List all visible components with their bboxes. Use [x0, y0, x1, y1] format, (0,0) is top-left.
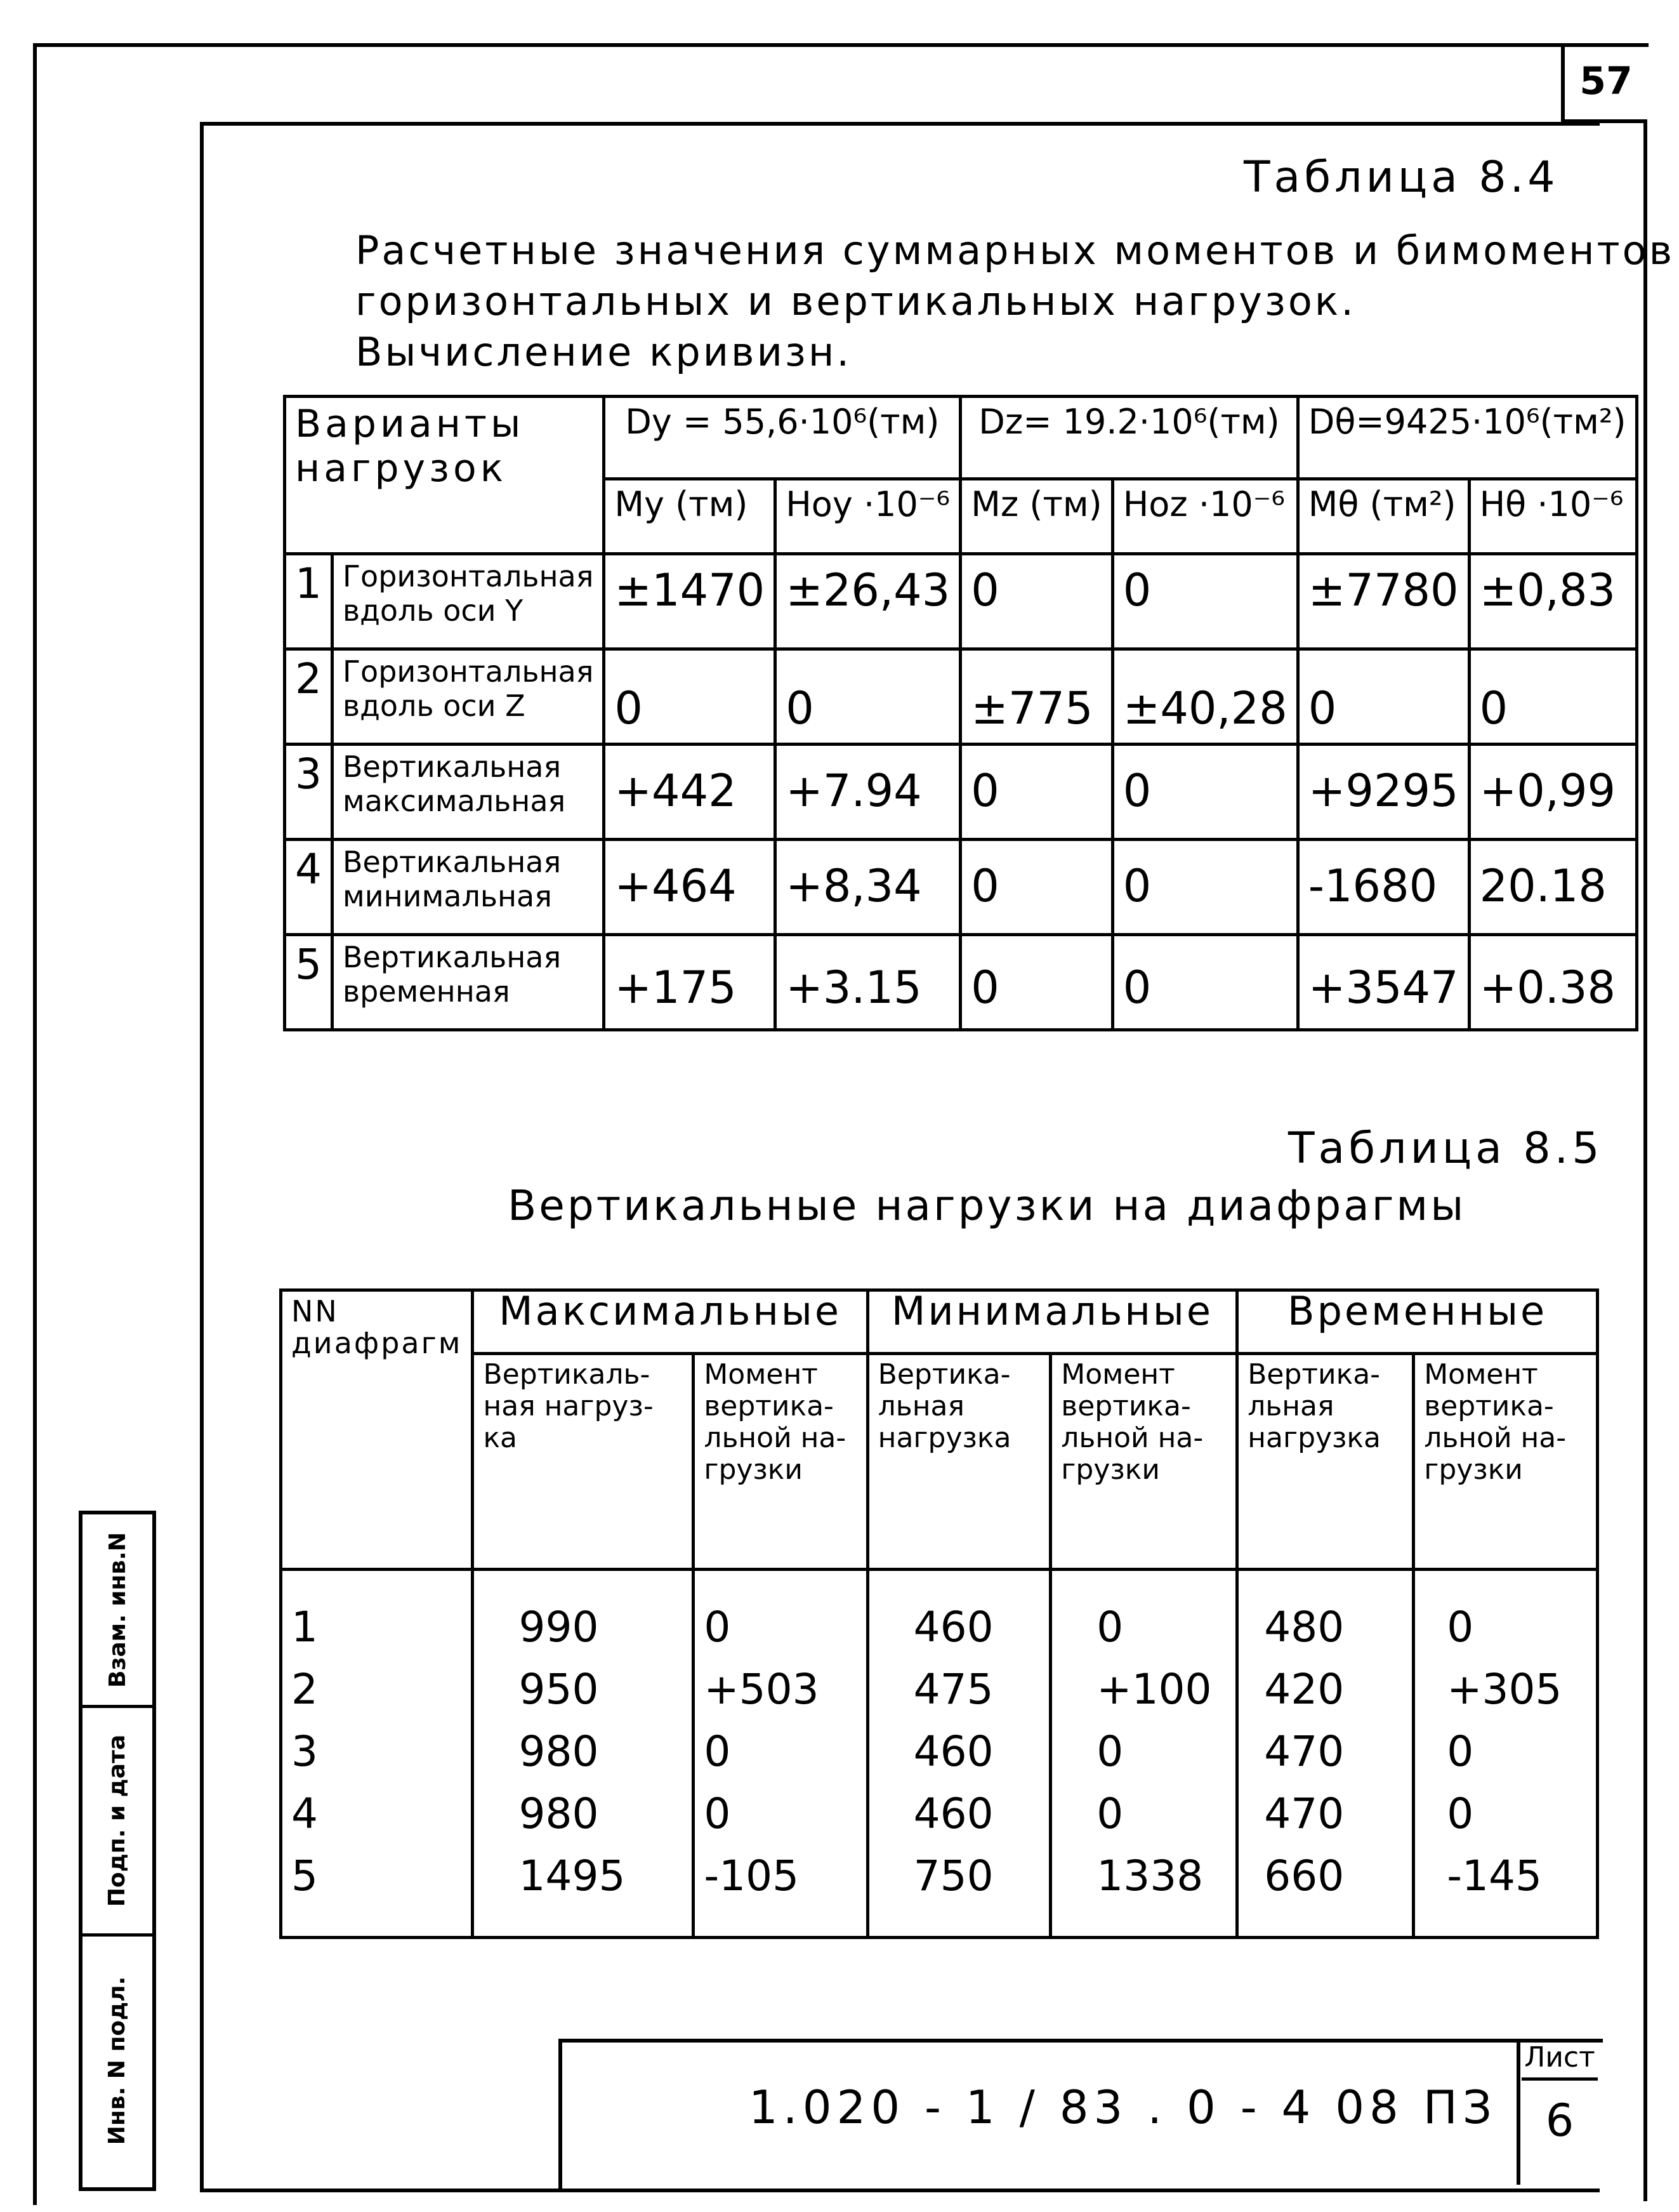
table-8-4-heading-line-2: горизонтальных и вертикальных нагрузок.: [355, 278, 1356, 324]
value-cell: 0: [1112, 745, 1298, 840]
subheader-min-load: Вертика-льная нагрузка: [867, 1354, 1051, 1570]
table-8-4-caption: Таблица 8.4: [1244, 152, 1559, 202]
subheader-mtheta: Mθ (тм²): [1298, 479, 1469, 554]
list-item: 0: [1096, 1603, 1124, 1652]
list-item: 0: [1096, 1789, 1124, 1838]
header-nn-diaphragms: NN диафрагм: [281, 1290, 473, 1570]
side-stamp-label: Инв. N подл.: [104, 1976, 131, 2145]
list-item: 470: [1264, 1727, 1345, 1776]
table-8-4: [283, 395, 1638, 1031]
value-cell: +7.94: [775, 745, 961, 840]
list-item: 0: [1096, 1727, 1124, 1776]
row-number: 5: [285, 935, 333, 1030]
list-item: 1495: [518, 1851, 626, 1900]
table-row: [285, 840, 1637, 935]
table-8-4-heading-line-3: Вычисление кривизн.: [355, 329, 852, 375]
side-stamp-inventory: [82, 1937, 152, 2184]
list-item: 4: [291, 1789, 318, 1838]
value-cell: ±40,28: [1112, 649, 1298, 745]
subheader-my: My (тм): [604, 479, 775, 554]
list-item: 0: [704, 1603, 731, 1652]
table-8-5-heading: Вертикальные нагрузки на диафрагмы: [508, 1181, 1466, 1230]
value-cell: 0: [1112, 935, 1298, 1030]
list-item: 5: [291, 1851, 318, 1900]
value-cell: 0: [961, 935, 1112, 1030]
table-row: [285, 554, 1637, 649]
value-cell: +3.15: [775, 935, 961, 1030]
value-cell: 0: [775, 649, 961, 745]
list-item: 1338: [1096, 1851, 1204, 1900]
subheader-tmp-moment: Момент вертика-льной на-грузки: [1414, 1354, 1598, 1570]
value-cell: 0: [1298, 649, 1469, 745]
value-cell: 0: [1469, 649, 1636, 745]
sheet-label: Лист: [1522, 2041, 1598, 2081]
table-row: [285, 745, 1637, 840]
list-item: 1: [291, 1603, 318, 1652]
list-item: 480: [1264, 1603, 1345, 1652]
row-description: Горизонтальная вдоль оси Z: [333, 649, 604, 745]
row-description: Горизонтальная вдоль оси Y: [333, 554, 604, 649]
header-dy: Dy = 55,6·10⁶(тм): [604, 397, 961, 479]
table-8-5: [279, 1288, 1599, 1939]
table-8-5-caption: Таблица 8.5: [1288, 1123, 1603, 1174]
value-cell: ±26,43: [775, 554, 961, 649]
row-description: Вертикальная максимальная: [333, 745, 604, 840]
value-cell: +8,34: [775, 840, 961, 935]
list-item: 470: [1264, 1789, 1345, 1838]
list-item: 990: [518, 1603, 599, 1652]
list-item: 2: [291, 1665, 318, 1714]
subheader-htheta: Hθ ·10⁻⁶: [1469, 479, 1636, 554]
subheader-hoy: Hoy ·10⁻⁶: [775, 479, 961, 554]
table-8-4-heading-line-1: Расчетные значения суммарных моментов и бимоментов: [355, 227, 1675, 274]
list-item: 0: [1447, 1727, 1474, 1776]
subheader-min-moment: Момент вертика-льной на-грузки: [1051, 1354, 1237, 1570]
list-item: +305: [1447, 1665, 1562, 1714]
value-cell: 0: [1112, 554, 1298, 649]
list-item: 0: [704, 1789, 731, 1838]
value-cell: +442: [604, 745, 775, 840]
value-cell: 0: [961, 554, 1112, 649]
value-cell: ±775: [961, 649, 1112, 745]
value-cell: ±1470: [604, 554, 775, 649]
list-item: 460: [913, 1789, 994, 1838]
row-description: Вертикальная минимальная: [333, 840, 604, 935]
list-item: 460: [913, 1603, 994, 1652]
table-row: [285, 649, 1637, 745]
value-cell: +3547: [1298, 935, 1469, 1030]
list-item: 420: [1264, 1665, 1345, 1714]
header-dtheta: Dθ=9425·10⁶(тм²): [1298, 397, 1636, 479]
header-minimum: Минимальные: [867, 1290, 1237, 1354]
value-cell: ±0,83: [1469, 554, 1636, 649]
subheader-tmp-load: Вертика-льная нагрузка: [1237, 1354, 1414, 1570]
list-item: 950: [518, 1665, 599, 1714]
max-load-column: [473, 1570, 694, 1938]
value-cell: +0,99: [1469, 745, 1636, 840]
row-number: 4: [285, 840, 333, 935]
subheader-mz: Mz (тм): [961, 479, 1112, 554]
side-stamp-replacement: [82, 1514, 152, 1708]
header-maximum: Максимальные: [473, 1290, 867, 1354]
value-cell: 0: [961, 745, 1112, 840]
list-item: 750: [913, 1851, 994, 1900]
list-item: 460: [913, 1727, 994, 1776]
list-item: 475: [913, 1665, 994, 1714]
table-row: [285, 935, 1637, 1030]
list-item: +503: [704, 1665, 819, 1714]
list-item: 660: [1264, 1851, 1345, 1900]
subheader-max-load: Вертикаль-ная нагруз-ка: [473, 1354, 694, 1570]
value-cell: 0: [1112, 840, 1298, 935]
list-item: 980: [518, 1789, 599, 1838]
side-stamp-signature: [82, 1708, 152, 1937]
sheet-number: 57: [1561, 43, 1647, 123]
header-temporary: Временные: [1237, 1290, 1598, 1354]
sheet-value: 6: [1545, 2095, 1574, 2147]
value-cell: 0: [961, 840, 1112, 935]
min-load-column: [867, 1570, 1051, 1938]
list-item: 0: [704, 1727, 731, 1776]
value-cell: +9295: [1298, 745, 1469, 840]
row-number: 3: [285, 745, 333, 840]
side-stamp-label: Подп. и дата: [104, 1734, 131, 1907]
right-border: [1643, 119, 1647, 2201]
min-moment-column: [1051, 1570, 1237, 1938]
value-cell: ±7780: [1298, 554, 1469, 649]
max-moment-column: [694, 1570, 867, 1938]
list-item: 0: [1447, 1603, 1474, 1652]
side-stamp: [79, 1511, 156, 2191]
list-item: 0: [1447, 1789, 1474, 1838]
row-number: 1: [285, 554, 333, 649]
document-code: 1.020 - 1 / 83 . 0 - 4 08 ПЗ: [749, 2081, 1498, 2134]
value-cell: +464: [604, 840, 775, 935]
value-cell: +175: [604, 935, 775, 1030]
subheader-max-moment: Момент вертика-льной на-грузки: [694, 1354, 867, 1570]
list-item: -105: [704, 1851, 800, 1900]
header-variants: Варианты нагрузок: [285, 397, 604, 554]
tmp-moment-column: [1414, 1570, 1598, 1938]
header-dz: Dz= 19.2·10⁶(тм): [961, 397, 1298, 479]
value-cell: +0.38: [1469, 935, 1636, 1030]
side-stamp-label: Взам. инв.N: [104, 1532, 131, 1688]
subheader-hoz: Hoz ·10⁻⁶: [1112, 479, 1298, 554]
list-item: -145: [1447, 1851, 1543, 1900]
list-item: +100: [1096, 1665, 1212, 1714]
value-cell: 20.18: [1469, 840, 1636, 935]
list-item: 3: [291, 1727, 318, 1776]
row-number: 2: [285, 649, 333, 745]
tmp-load-column: [1237, 1570, 1414, 1938]
value-cell: 0: [604, 649, 775, 745]
list-item: 980: [518, 1727, 599, 1776]
row-description: Вертикальная временная: [333, 935, 604, 1030]
value-cell: -1680: [1298, 840, 1469, 935]
diaphragm-numbers-column: [281, 1570, 473, 1938]
